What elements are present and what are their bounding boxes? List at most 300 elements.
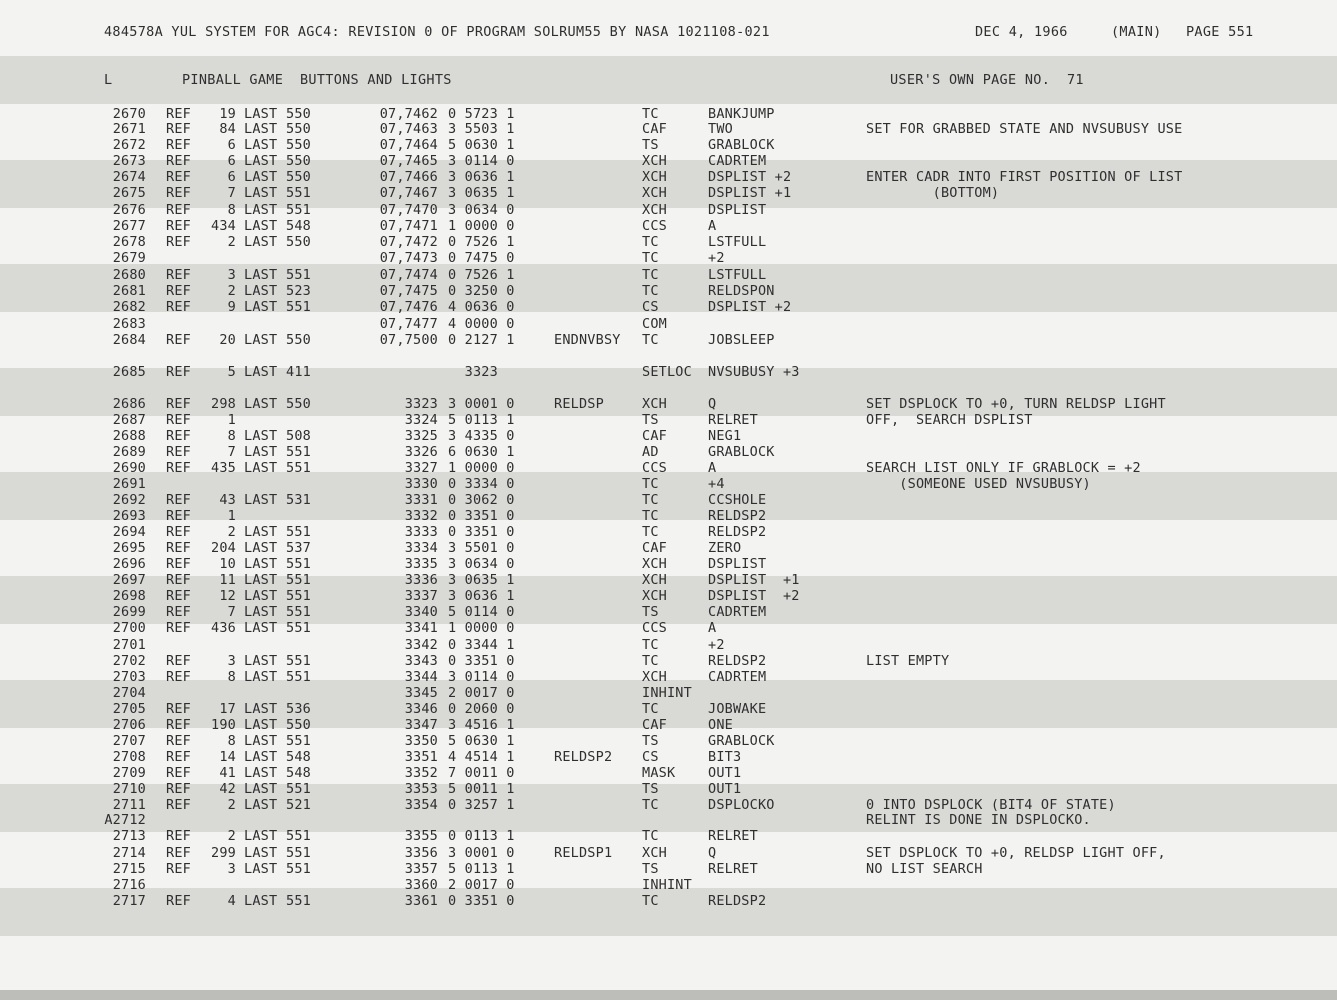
listing-line (100, 877, 1300, 893)
line-number: 2679 (112, 250, 146, 266)
last-page: 508 (286, 428, 311, 444)
memory-address: 3357 (404, 861, 438, 877)
last-page: 551 (286, 781, 311, 797)
line-number: 2707 (112, 733, 146, 749)
operand: GRABLOCK (708, 137, 775, 153)
memory-address: 3341 (404, 620, 438, 636)
last-keyword: LAST (244, 299, 278, 315)
program-header: 484578A YUL SYSTEM FOR AGC4: REVISION 0 OF PROGRAM SOLRUM55 BY NASA 1021108-021 (104, 24, 770, 40)
operand: NVSUBUSY +3 (708, 364, 800, 380)
opcode: XCH (642, 185, 667, 201)
line-number: 2702 (112, 653, 146, 669)
opcode: XCH (642, 556, 667, 572)
ref-keyword: REF (166, 828, 191, 844)
operand: RELRET (708, 412, 758, 428)
memory-address: 3360 (404, 877, 438, 893)
listing-line (100, 653, 1300, 669)
listing-line (100, 234, 1300, 250)
last-keyword: LAST (244, 444, 278, 460)
line-number: 2715 (112, 861, 146, 877)
line-number: 2709 (112, 765, 146, 781)
last-page: 551 (286, 604, 311, 620)
ref-count: 204 (211, 540, 236, 556)
octal-code: 1 0000 0 (448, 460, 515, 476)
comment: (SOMEONE USED NVSUBUSY) (866, 476, 1091, 492)
listing-line (100, 701, 1300, 717)
last-page: 551 (286, 267, 311, 283)
last-page: 548 (286, 218, 311, 234)
operand: +4 (708, 476, 725, 492)
octal-code: 1 0000 0 (448, 620, 515, 636)
last-keyword: LAST (244, 669, 278, 685)
memory-address: 07,7474 (379, 267, 438, 283)
listing-line (100, 733, 1300, 749)
octal-code: 3 0634 0 (448, 202, 515, 218)
last-keyword: LAST (244, 428, 278, 444)
comment-continued: OFF, SEARCH DSPLIST (866, 412, 1033, 428)
operand: A (708, 460, 717, 476)
opcode: XCH (642, 588, 667, 604)
comment: (BOTTOM) (866, 185, 1000, 201)
opcode: XCH (642, 572, 667, 588)
line-number: 2687 (112, 412, 146, 428)
operand: GRABLOCK (708, 444, 775, 460)
operand: DSPLIST +2 (708, 299, 792, 315)
octal-code: 0 7526 1 (448, 234, 515, 250)
opcode: TC (642, 492, 659, 508)
operand: OUT1 (708, 765, 742, 781)
page-number: PAGE 551 (1186, 24, 1254, 40)
line-number: 2698 (112, 588, 146, 604)
opcode: TC (642, 332, 659, 348)
line-number: 2704 (112, 685, 146, 701)
line-number: 2705 (112, 701, 146, 717)
octal-code: 3 0001 0 (448, 845, 515, 861)
memory-address: 3324 (404, 412, 438, 428)
line-number: 2682 (112, 299, 146, 315)
ref-keyword: REF (166, 540, 191, 556)
opcode: MASK (642, 765, 676, 781)
ref-keyword: REF (166, 428, 191, 444)
listing-line (100, 588, 1300, 604)
operand: NEG1 (708, 428, 742, 444)
ref-count: 7 (227, 444, 236, 460)
operand: GRABLOCK (708, 733, 775, 749)
listing-line (100, 845, 1300, 861)
ref-count: 3 (227, 267, 236, 283)
last-page: 537 (286, 540, 311, 556)
ref-count: 20 (219, 332, 236, 348)
memory-address: 3342 (404, 637, 438, 653)
listing-line (100, 364, 1300, 380)
comment: NO LIST SEARCH (866, 861, 983, 877)
operand: RELDSP2 (708, 893, 767, 909)
line-number: 2676 (112, 202, 146, 218)
opcode: INHINT (642, 877, 692, 893)
operand: ZERO (708, 540, 742, 556)
ref-keyword: REF (166, 893, 191, 909)
line-number: 2703 (112, 669, 146, 685)
octal-code: 5 0114 0 (448, 604, 515, 620)
operand: RELRET (708, 828, 758, 844)
operand: DSPLIST +1 (708, 185, 792, 201)
ref-count: 84 (219, 121, 236, 137)
listing-line (100, 412, 1300, 428)
comment: SET DSPLOCK TO +0, TURN RELDSP LIGHT (866, 396, 1166, 412)
ref-count: 2 (227, 828, 236, 844)
last-page: 521 (286, 797, 311, 813)
memory-address: 07,7466 (379, 169, 438, 185)
last-page: 536 (286, 701, 311, 717)
octal-code: 0 0113 1 (448, 828, 515, 844)
listing-line (100, 202, 1300, 218)
opcode: TC (642, 106, 659, 122)
operand: DSPLIST +1 (708, 572, 800, 588)
ref-keyword: REF (166, 412, 191, 428)
opcode: XCH (642, 153, 667, 169)
last-keyword: LAST (244, 653, 278, 669)
last-keyword: LAST (244, 717, 278, 733)
octal-code: 0 2127 1 (448, 332, 515, 348)
ref-count: 190 (211, 717, 236, 733)
octal-code: 2 0017 0 (448, 877, 515, 893)
last-keyword: LAST (244, 701, 278, 717)
octal-code: 3 0635 1 (448, 572, 515, 588)
ref-count: 19 (219, 106, 236, 122)
line-number: 2680 (112, 267, 146, 283)
line-number: A2712 (104, 812, 146, 828)
memory-address: 07,7477 (379, 316, 438, 332)
octal-code: 0 3351 0 (448, 508, 515, 524)
ref-count: 12 (219, 588, 236, 604)
last-page: 550 (286, 153, 311, 169)
last-page: 550 (286, 396, 311, 412)
opcode: CS (642, 749, 659, 765)
line-number: 2677 (112, 218, 146, 234)
symbol-label: RELDSP2 (554, 749, 613, 765)
ref-keyword: REF (166, 299, 191, 315)
line-number: 2688 (112, 428, 146, 444)
memory-address: 3354 (404, 797, 438, 813)
comment: SET DSPLOCK TO +0, RELDSP LIGHT OFF, (866, 845, 1166, 861)
opcode: TC (642, 637, 659, 653)
last-page: 531 (286, 492, 311, 508)
opcode: CS (642, 299, 659, 315)
last-keyword: LAST (244, 106, 278, 122)
octal-code: 5 0630 1 (448, 733, 515, 749)
last-page: 550 (286, 137, 311, 153)
ref-keyword: REF (166, 121, 191, 137)
opcode: TC (642, 828, 659, 844)
opcode: CAF (642, 428, 667, 444)
ref-keyword: REF (166, 669, 191, 685)
listing-line (100, 524, 1300, 540)
memory-address: 07,7475 (379, 283, 438, 299)
last-keyword: LAST (244, 556, 278, 572)
ref-keyword: REF (166, 797, 191, 813)
last-page: 550 (286, 332, 311, 348)
print-date: DEC 4, 1966 (975, 24, 1068, 40)
last-page: 550 (286, 717, 311, 733)
last-page: 551 (286, 185, 311, 201)
memory-address: 3331 (404, 492, 438, 508)
line-number: 2670 (112, 106, 146, 122)
octal-code: 0 3351 0 (448, 893, 515, 909)
octal-code: 0 3062 0 (448, 492, 515, 508)
last-keyword: LAST (244, 749, 278, 765)
line-number: 2711 (112, 797, 146, 813)
last-page: 550 (286, 106, 311, 122)
line-number: 2685 (112, 364, 146, 380)
ref-keyword: REF (166, 169, 191, 185)
opcode: TC (642, 524, 659, 540)
octal-code: 3 0636 1 (448, 588, 515, 604)
opcode: CCS (642, 620, 667, 636)
opcode: INHINT (642, 685, 692, 701)
last-keyword: LAST (244, 121, 278, 137)
line-number: 2673 (112, 153, 146, 169)
opcode: TC (642, 701, 659, 717)
memory-address: 3325 (404, 428, 438, 444)
last-page: 551 (286, 588, 311, 604)
operand: RELDSP2 (708, 653, 767, 669)
listing-line (100, 765, 1300, 781)
opcode: TC (642, 476, 659, 492)
opcode: TC (642, 893, 659, 909)
ref-keyword: REF (166, 364, 191, 380)
last-keyword: LAST (244, 185, 278, 201)
line-number: 2691 (112, 476, 146, 492)
listing-line (100, 604, 1300, 620)
listing-line (100, 428, 1300, 444)
ref-keyword: REF (166, 765, 191, 781)
operand: LSTFULL (708, 267, 767, 283)
last-keyword: LAST (244, 620, 278, 636)
ref-count: 6 (227, 137, 236, 153)
octal-code: 0 3334 0 (448, 476, 515, 492)
symbol-label: RELDSP (554, 396, 604, 412)
listing-line (100, 299, 1300, 315)
listing-line (100, 749, 1300, 765)
opcode: TC (642, 653, 659, 669)
line-number: 2675 (112, 185, 146, 201)
ref-count: 434 (211, 218, 236, 234)
ref-keyword: REF (166, 653, 191, 669)
operand: DSPLIST (708, 556, 767, 572)
listing-line (100, 169, 1300, 185)
memory-address: 3353 (404, 781, 438, 797)
memory-address: 3327 (404, 460, 438, 476)
memory-address: 3352 (404, 765, 438, 781)
listing-line (100, 316, 1300, 332)
symbol-label: RELDSP1 (554, 845, 613, 861)
octal-code: 4 0636 0 (448, 299, 515, 315)
line-number: 2697 (112, 572, 146, 588)
ref-count: 1 (227, 412, 236, 428)
last-page: 523 (286, 283, 311, 299)
last-page: 551 (286, 572, 311, 588)
last-keyword: LAST (244, 604, 278, 620)
line-number: 2716 (112, 877, 146, 893)
operand: A (708, 218, 717, 234)
line-number: 2714 (112, 845, 146, 861)
ref-keyword: REF (166, 396, 191, 412)
line-number: 2683 (112, 316, 146, 332)
memory-address: 07,7462 (379, 106, 438, 122)
octal-code: 3 5501 0 (448, 540, 515, 556)
opcode: TC (642, 234, 659, 250)
line-number: 2708 (112, 749, 146, 765)
octal-code: 3 0634 0 (448, 556, 515, 572)
opcode: XCH (642, 845, 667, 861)
operand: Q (708, 396, 717, 412)
octal-code: 0 3250 0 (448, 283, 515, 299)
line-number: 2686 (112, 396, 146, 412)
octal-code: 4 0000 0 (448, 316, 515, 332)
octal-code: 0 5723 1 (448, 106, 515, 122)
ref-keyword: REF (166, 444, 191, 460)
last-keyword: LAST (244, 460, 278, 476)
line-number: 2710 (112, 781, 146, 797)
last-page: 548 (286, 765, 311, 781)
last-keyword: LAST (244, 524, 278, 540)
ref-keyword: REF (166, 137, 191, 153)
opcode: TC (642, 797, 659, 813)
ref-count: 436 (211, 620, 236, 636)
last-page: 551 (286, 733, 311, 749)
octal-code: 3 0635 1 (448, 185, 515, 201)
ref-count: 11 (219, 572, 236, 588)
ref-keyword: REF (166, 234, 191, 250)
last-page: 551 (286, 893, 311, 909)
line-number: 2701 (112, 637, 146, 653)
operand: TWO (708, 121, 733, 137)
opcode: TC (642, 508, 659, 524)
memory-address: 3346 (404, 701, 438, 717)
listing-line (100, 283, 1300, 299)
opcode: CAF (642, 540, 667, 556)
ref-keyword: REF (166, 717, 191, 733)
comment: SET FOR GRABBED STATE AND NVSUBUSY USE (866, 121, 1183, 137)
ref-count: 5 (227, 364, 236, 380)
ref-keyword: REF (166, 185, 191, 201)
memory-address: 3335 (404, 556, 438, 572)
memory-address: 3345 (404, 685, 438, 701)
octal-code: 6 0630 1 (448, 444, 515, 460)
ref-count: 7 (227, 185, 236, 201)
last-keyword: LAST (244, 267, 278, 283)
last-keyword: LAST (244, 332, 278, 348)
ref-keyword: REF (166, 106, 191, 122)
ref-keyword: REF (166, 572, 191, 588)
listing-line (100, 861, 1300, 877)
memory-address: 3336 (404, 572, 438, 588)
ref-keyword: REF (166, 332, 191, 348)
memory-address: 3351 (404, 749, 438, 765)
opcode: COM (642, 316, 667, 332)
ref-count: 41 (219, 765, 236, 781)
line-number: 2689 (112, 444, 146, 460)
listing-line (100, 121, 1300, 137)
ref-count: 3 (227, 653, 236, 669)
opcode: TS (642, 861, 659, 877)
last-page: 551 (286, 556, 311, 572)
ref-keyword: REF (166, 202, 191, 218)
operand: +2 (708, 637, 725, 653)
ref-count: 4 (227, 893, 236, 909)
paper-edge (0, 990, 1337, 1000)
listing-line (100, 250, 1300, 266)
line-number: 2700 (112, 620, 146, 636)
last-keyword: LAST (244, 283, 278, 299)
opcode: CCS (642, 218, 667, 234)
ref-count: 8 (227, 428, 236, 444)
octal-code: 5 0011 1 (448, 781, 515, 797)
opcode: TS (642, 781, 659, 797)
opcode: CCS (642, 460, 667, 476)
octal-code: 0 3351 0 (448, 524, 515, 540)
listing-line (100, 669, 1300, 685)
listing-line (100, 893, 1300, 909)
ref-keyword: REF (166, 861, 191, 877)
operand: JOBWAKE (708, 701, 767, 717)
opcode: CAF (642, 121, 667, 137)
ref-keyword: REF (166, 749, 191, 765)
memory-address: 07,7476 (379, 299, 438, 315)
octal-code: 5 0630 1 (448, 137, 515, 153)
operand: JOBSLEEP (708, 332, 775, 348)
ref-keyword: REF (166, 508, 191, 524)
line-number: 2690 (112, 460, 146, 476)
operand: RELDSP2 (708, 524, 767, 540)
last-page: 548 (286, 749, 311, 765)
operand: CCSHOLE (708, 492, 767, 508)
ref-keyword: REF (166, 153, 191, 169)
comment: LIST EMPTY (866, 653, 950, 669)
comment: ENTER CADR INTO FIRST POSITION OF LIST (866, 169, 1183, 185)
memory-address: 3355 (404, 828, 438, 844)
memory-address: 3350 (404, 733, 438, 749)
last-page: 551 (286, 444, 311, 460)
ref-keyword: REF (166, 524, 191, 540)
memory-address: 3361 (404, 893, 438, 909)
line-number: 2706 (112, 717, 146, 733)
operand: CADRTEM (708, 669, 767, 685)
last-keyword: LAST (244, 765, 278, 781)
line-number: 2692 (112, 492, 146, 508)
last-keyword: LAST (244, 540, 278, 556)
memory-address: 3334 (404, 540, 438, 556)
line-number: 2696 (112, 556, 146, 572)
ref-keyword: REF (166, 460, 191, 476)
ref-count: 6 (227, 153, 236, 169)
opcode: TC (642, 267, 659, 283)
operand: CADRTEM (708, 604, 767, 620)
last-page: 550 (286, 234, 311, 250)
ref-count: 3 (227, 861, 236, 877)
symbol-label: ENDNVBSY (554, 332, 621, 348)
operand: LSTFULL (708, 234, 767, 250)
last-keyword: LAST (244, 396, 278, 412)
ref-keyword: REF (166, 218, 191, 234)
line-number: 2684 (112, 332, 146, 348)
ref-keyword: REF (166, 733, 191, 749)
memory-address: 07,7500 (379, 332, 438, 348)
listing-line (100, 137, 1300, 153)
line-number: 2717 (112, 893, 146, 909)
opcode: XCH (642, 169, 667, 185)
octal-code: 2 0017 0 (448, 685, 515, 701)
